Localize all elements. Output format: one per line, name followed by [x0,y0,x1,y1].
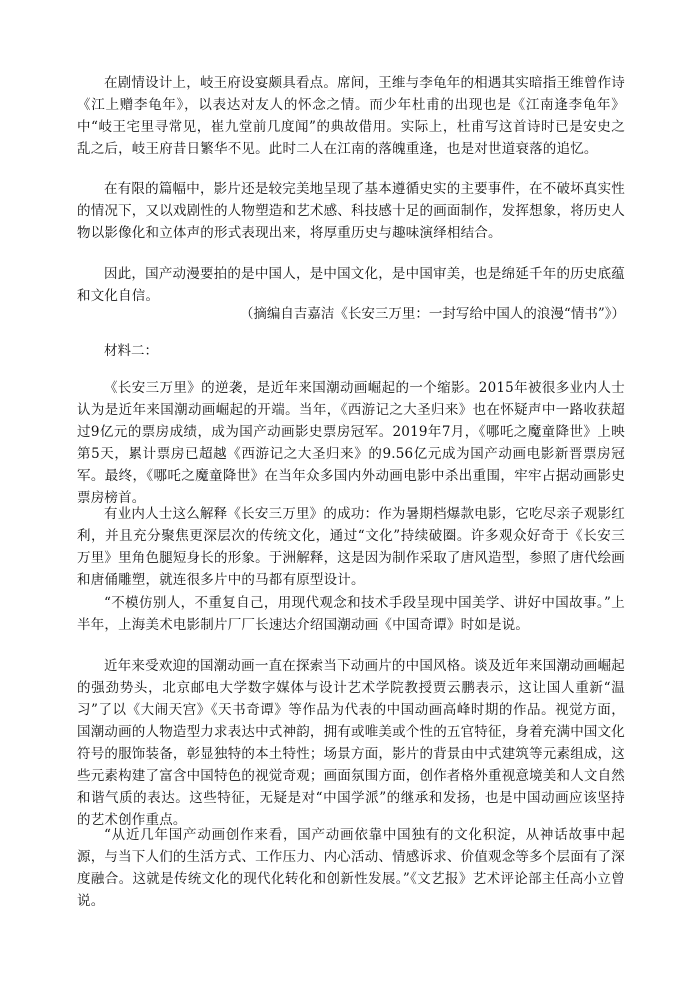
material-two-heading: 材料二： [104,343,158,359]
paragraph-success-explanation: 有业内人士这么解释《长安三万里》的成功：作为暑期档爆款电影，它吃尽亲子观影红利，并且充分聚焦更深层次的传统文化，通过“文化”持续破圈。许多观众好奇于《长安三万里》里角色腿短身长的形象。于洲解释，这是因为制作采取了唐风造型，参照了唐代绘画和唐俑雕塑，就连很多片中的马都有原型设计。 [77,506,625,588]
paragraph-chinese-style: 近年来受欢迎的国潮动画一直在探索当下动画片的中国风格。谈及近年来国潮动画崛起的强劲势头，北京邮电大学数字媒体与设计艺术学院教授贾云鹏表示，这让国人重新“温习”了以《大闹天宫》《天书奇谭》等作品为代表的中国动画高峰时期的作品。视觉方面，国潮动画的人物造型力求表达中式神韵，拥有或唯美或个性的五官特征，身着充满中国文化符号的服饰装备，彰显独特的本土特性；场景方面，影片的背景由中式建筑等元素组成，这些元素构建了富含中国特色的视觉奇观；画面氛围方面，创作者格外重视意境美和人文自然和谐气质的表达。这些特征，无疑是对“中国学派”的继承和发扬，也是中国动画应该坚持的艺术创作重点。 [77,658,625,828]
paragraph-director-quote: “不模仿别人，不重复自己，用现代观念和技术手段呈现中国美学、讲好中国故事。”上半年，上海美术电影制片厂厂长速达介绍国潮动画《中国奇谭》时如是说。 [77,595,625,633]
paragraph-critic-quote: “从近几年国产动画创作来看，国产动画依靠中国独有的文化积淀，从神话故事中起源，与当下人们的生活方式、工作压力、内心活动、情感诉求、价值观念等多个层面有了深度融合。这就是传统文化的现代化转化和创新性发展。”《文艺报》艺术评论部主任高小立曾说。 [77,827,625,909]
source-citation: （摘编自吉嘉洁《长安三万里：一封写给中国人的浪漫“情书”》） [239,306,625,322]
paragraph-history-presentation: 在有限的篇幅中，影片还是较完美地呈现了基本遵循史实的主要事件，在不破坏真实性的情况下，又以戏剧性的人物塑造和艺术感、科技感十足的画面制作，发挥想象，将历史人物以影像化和立体声的形式表现出来，将厚重历史与趣味演绎相结合。 [77,181,625,241]
paragraph-conclusion: 因此，国产动漫要拍的是中国人，是中国文化，是中国审美，也是绵延千年的历史底蕴和文化自信。 [77,266,625,304]
paragraph-guochao-rise: 《长安三万里》的逆袭，是近年来国潮动画崛起的一个缩影。2015年被很多业内人士认为是近年来国潮动画崛起的开端。当年，《西游记之大圣归来》也在怀疑声中一路收获超过9亿元的票房成绩，成为国产动画影史票房冠军。2019年7月，《哪吒之魔童降世》上映第5天，累计票房已超越《西游记之大圣归来》的9.56亿元成为国产动画电影新晋票房冠军。最终，《哪吒之魔童降世》在当年众多国内外动画电影中杀出重围，牢牢占据动画影史票房榜首。 [77,380,625,506]
paragraph-plot-design: 在剧情设计上，岐王府设宴颇具看点。席间，王维与李龟年的相遇其实暗指王维曾作诗《江上赠李龟年》，以表达对友人的怀念之情。而少年杜甫的出现也是《江南逢李龟年》中“岐王宅里寻常见，崔九堂前几度闻”的典故借用。实际上，杜甫写这首诗时已是安史之乱之后，岐王府昔日繁华不见。此时二人在江南的落魄重逢，也是对世道衰落的追忆。 [77,75,625,157]
